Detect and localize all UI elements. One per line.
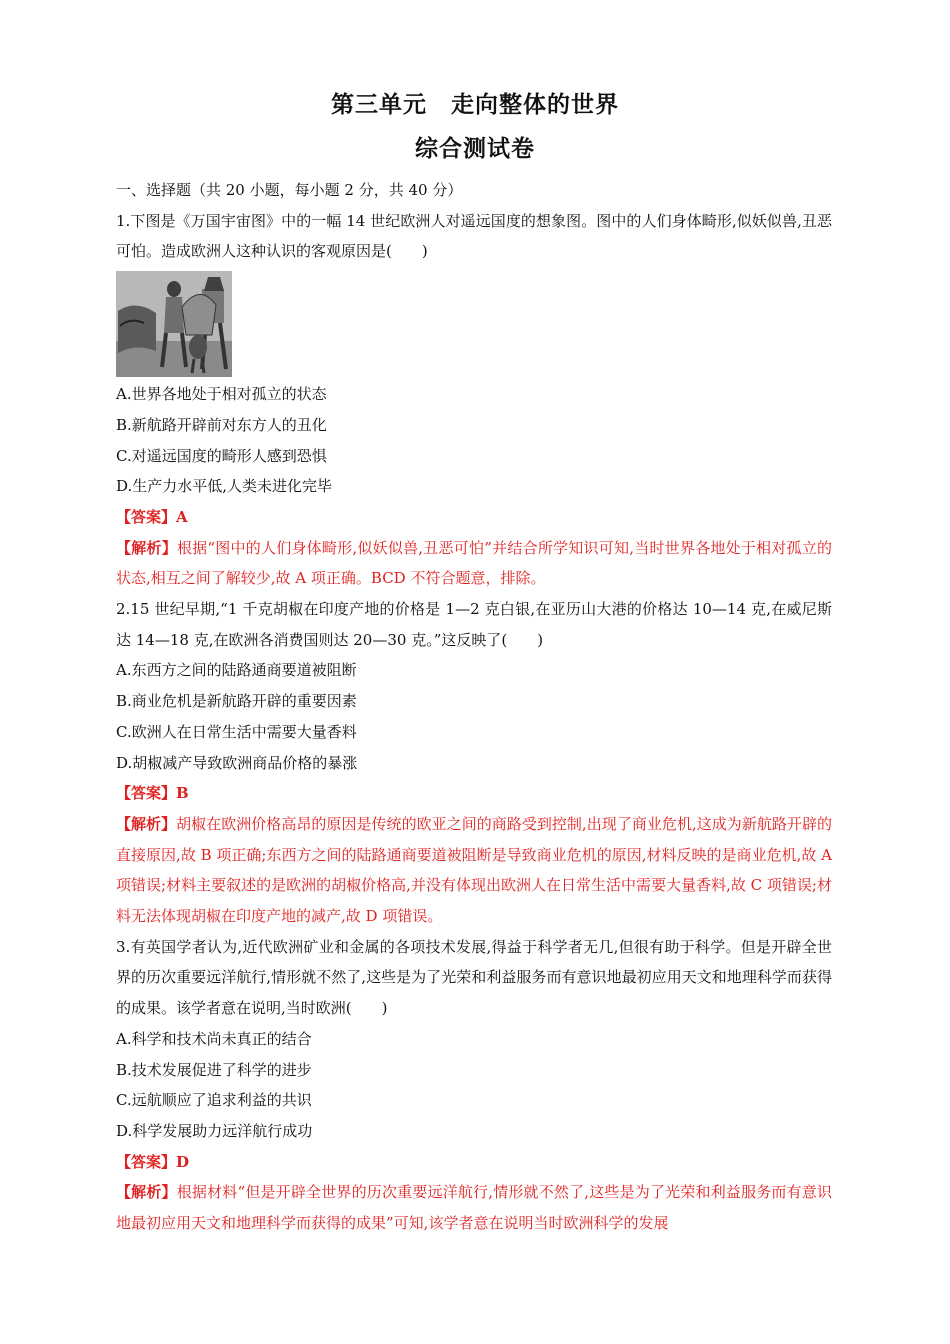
section-heading: 一、选择题（共 20 小题，每小题 2 分，共 40 分） <box>116 181 463 199</box>
question-3-stem: 3.有英国学者认为,近代欧洲矿业和金属的各项技术发展,得益于科学者无几,但很有助于科学。但是开辟全世界的历次重要远洋航行,情形就不然了,这些是为了光荣和利益服务而有意识地最初应用天文和地理科学而获得的成果。该学者意在说明,当时欧洲( ) <box>116 937 832 1018</box>
content <box>116 175 832 1239</box>
explanation-label: 【解析】 <box>116 814 177 833</box>
question-1-explanation <box>116 533 832 594</box>
answer-label: 【答案】 <box>116 784 177 803</box>
question-1-answer <box>116 502 832 533</box>
question-3-option-c: C.远航顺应了追求利益的共识 <box>116 1091 312 1110</box>
question-1-stem: 1.下图是《万国宇宙图》中的一幅 14 世纪欧洲人对遥远国度的想象图。图中的人们身体畸形,似妖似兽,丑恶可怕。造成欧洲人这种认识的客观原因是( ) <box>116 211 832 261</box>
explanation-text: 胡椒在欧洲价格高昂的原因是传统的欧亚之间的商路受到控制,出现了商业危机,这成为新航路开辟的直接原因,故 B 项正确;东西方之间的陆路通商要道被阻断是导致商业危机的原因,材料反映的是商业危机,故 A 项错误;材料主要叙述的是欧洲的胡椒价格高,并没有体现出欧洲人在日常生活中需要大量香料,故 C 项错误;材料无法体现胡椒在印度产地的减产,故 D 项错误。 <box>116 814 832 926</box>
question-3-option-a: A.科学和技术尚未真正的结合 <box>116 1029 312 1048</box>
question-3-explanation <box>116 1177 832 1238</box>
explanation-text: 根据材料“但是开辟全世界的历次重要远洋航行,情形就不然了,这些是为了光荣和利益服务而有意识地最初应用天文和地理科学而获得的成果”可知,该学者意在说明当时欧洲科学的发展 <box>116 1183 832 1233</box>
question-2-stem: 2.15 世纪早期,“1 千克胡椒在印度产地的价格是 1—2 克白银,在亚历山大港的价格达 10—14 克,在威尼斯达 14—18 克,在欧洲各消费国则达 20—30 克。”这反映了( ) <box>116 600 832 649</box>
answer-label: 【答案】 <box>116 1152 177 1171</box>
question-2-option-a: A.东西方之间的陆路通商要道被阻断 <box>116 661 357 680</box>
question-1-option-c: C.对遥远国度的畸形人感到恐惧 <box>116 446 327 465</box>
question-3-answer <box>116 1147 832 1178</box>
question-1-option-b: B.新航路开辟前对东方人的丑化 <box>116 415 327 434</box>
answer-label: 【答案】 <box>116 507 177 526</box>
test-title: 综合测试卷 <box>415 136 535 162</box>
question-2-option-c: C.欧洲人在日常生活中需要大量香料 <box>116 722 357 741</box>
question-2-answer <box>116 778 832 809</box>
answer-value: B <box>176 784 189 803</box>
imaginary-people-illustration <box>116 271 232 377</box>
question-1-option-a: A.世界各地处于相对孤立的状态 <box>116 385 327 404</box>
question-3-option-d: D.科学发展助力远洋航行成功 <box>116 1121 313 1140</box>
question-2-option-b: B.商业危机是新航路开辟的重要因素 <box>116 692 357 711</box>
explanation-label: 【解析】 <box>116 1183 177 1202</box>
answer-value: D <box>176 1152 190 1171</box>
explanation-text: 根据“图中的人们身体畸形,似妖似兽,丑恶可怕”并结合所学知识可知,当时世界各地处于相对孤立的状态,相互之间了解较少,故 A 项正确。BCD 不符合题意，排除。 <box>116 538 832 588</box>
explanation-label: 【解析】 <box>116 538 177 557</box>
question-2-option-d: D.胡椒减产导致欧洲商品价格的暴涨 <box>116 753 358 772</box>
question-2-explanation <box>116 809 832 932</box>
question-3-option-b: B.技术发展促进了科学的进步 <box>116 1060 312 1079</box>
unit-title: 第三单元 走向整体的世界 <box>331 92 619 118</box>
answer-value: A <box>176 507 188 526</box>
question-1-option-d: D.生产力水平低,人类未进化完毕 <box>116 477 333 496</box>
